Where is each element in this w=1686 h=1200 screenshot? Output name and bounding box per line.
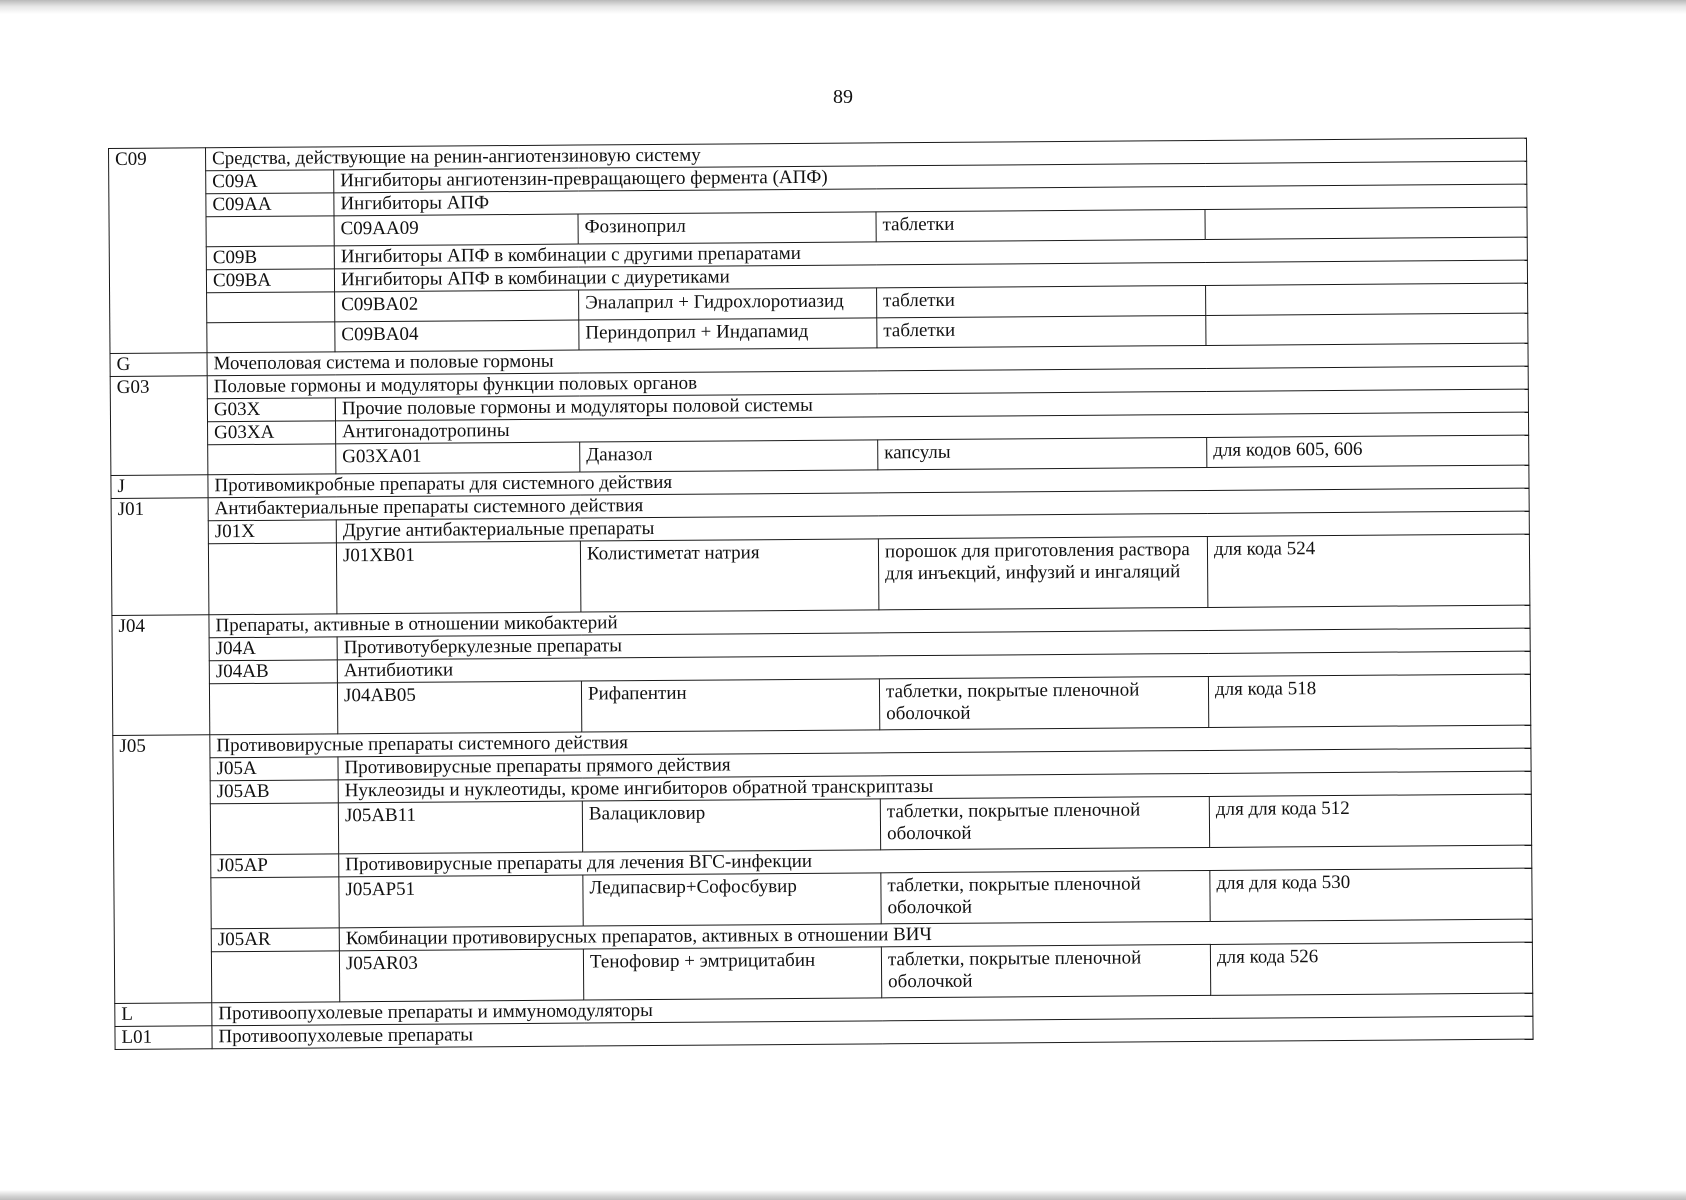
drug-note: [1206, 283, 1528, 315]
drug-form: таблетки, покрытые пленочной оболочкой: [881, 870, 1210, 923]
group-title: Антибактериальные препараты системного действия: [208, 488, 1529, 521]
drug-atc-code: J01XB01: [336, 541, 581, 614]
drug-atc-code: J05AP51: [339, 875, 583, 928]
drug-classification-table: [108, 138, 1534, 1050]
subgroup-code: J01X: [208, 520, 336, 544]
drug-atc-code: J05AB11: [338, 801, 582, 854]
drug-name: Эналаприл + Гидрохлоротиазид: [579, 288, 877, 320]
drug-name: Периндоприл + Индапамид: [579, 318, 877, 350]
scan-edge-bottom: [0, 1190, 1686, 1200]
drug-note: для для кода 512: [1209, 794, 1531, 847]
drug-form: таблетки, покрытые пленочной оболочкой: [880, 796, 1209, 849]
subgroup-title: Комбинации противовирусных препаратов, активных в отношении ВИЧ: [339, 919, 1532, 951]
subgroup-title: Ингибиторы АПФ в комбинации с диуретиками: [334, 260, 1527, 292]
subgroup-code: J05A: [210, 757, 338, 781]
drug-note: для кода 524: [1207, 534, 1530, 607]
drug-note: [1205, 207, 1527, 239]
subgroup-title: Ингибиторы АПФ в комбинации с другими препаратами: [334, 237, 1527, 269]
subgroup-title: Противовирусные препараты для лечения ВГС-инфекции: [339, 845, 1532, 877]
group-code: J: [111, 475, 208, 499]
group-code: C09: [109, 148, 208, 354]
subgroup-title: Противовирусные препараты прямого действия: [338, 748, 1531, 780]
subgroup-code: J05AB: [210, 780, 338, 804]
drug-form: таблетки: [876, 209, 1205, 241]
empty-cell: [208, 444, 336, 475]
drug-form: таблетки: [877, 285, 1206, 317]
group-code: L01: [115, 1026, 212, 1050]
group-code: G: [110, 353, 207, 377]
subgroup-code: J05AR: [211, 928, 339, 952]
empty-cell: [211, 951, 339, 1003]
group-title: Средства, действующие на ренин-ангиотензиновую систему: [206, 138, 1527, 171]
subgroup-title: Антигонадотропины: [336, 412, 1529, 444]
drug-name: Валацикловир: [582, 799, 880, 852]
group-code: G03: [110, 376, 208, 476]
subgroup-code: C09AA: [206, 193, 334, 217]
drug-row: [111, 534, 1529, 615]
drug-name: Ледипасвир+Софосбувир: [583, 873, 881, 926]
group-code: L: [115, 1003, 212, 1027]
group-title: Противомикробные препараты для системного действия: [208, 465, 1529, 498]
subgroup-title: Ингибиторы ангиотензин-превращающего фермента (АПФ): [334, 161, 1527, 193]
drug-name: Колистиметат натрия: [580, 539, 879, 612]
subgroup-title: Прочие половые гормоны и модуляторы половой системы: [335, 389, 1528, 421]
drug-form: капсулы: [878, 437, 1207, 469]
group-code: J01: [111, 498, 209, 616]
subgroup-title: Ингибиторы АПФ: [334, 184, 1527, 216]
subgroup-title: Нуклеозиды и нуклеотиды, кроме ингибиторов обратной транскриптазы: [338, 771, 1531, 803]
group-code: J04: [112, 615, 210, 736]
subgroup-title: Антибиотики: [337, 651, 1530, 683]
drug-name: Рифапентин: [581, 679, 879, 732]
drug-atc-code: C09BA04: [335, 320, 579, 352]
subgroup-code: C09BA: [206, 269, 334, 293]
drug-atc-code: C09BA02: [335, 290, 579, 322]
subgroup-title: Противотуберкулезные препараты: [337, 628, 1530, 660]
empty-cell: [208, 543, 337, 615]
subgroup-code: J04AB: [209, 660, 337, 684]
subgroup-code: J05AP: [211, 854, 339, 878]
group-code: J05: [113, 735, 212, 1004]
empty-cell: [207, 322, 335, 353]
drug-atc-code: J05AR03: [339, 949, 583, 1002]
subgroup-code: C09B: [206, 246, 334, 270]
drug-name: Фозиноприл: [578, 212, 876, 244]
subgroup-code: C09A: [206, 170, 334, 194]
empty-cell: [206, 216, 334, 247]
drug-note: для кодов 605, 606: [1207, 435, 1529, 467]
drug-form: таблетки: [877, 315, 1206, 347]
empty-cell: [210, 803, 338, 855]
drug-note: для кода 526: [1210, 942, 1532, 995]
empty-cell: [209, 683, 337, 735]
drug-form: порошок для приготовления раствора для инъекций, инфузий и ингаляций: [878, 536, 1208, 609]
empty-cell: [211, 877, 339, 929]
group-title: Противоопухолевые препараты и иммуномодуляторы: [212, 993, 1533, 1026]
subgroup-code: J04A: [209, 637, 337, 661]
group-title: Противоопухолевые препараты: [212, 1016, 1533, 1049]
group-title: Противовирусные препараты системного действия: [210, 725, 1531, 758]
subgroup-code: G03XA: [208, 421, 336, 445]
drug-note: для кода 518: [1208, 674, 1530, 727]
group-title: Половые гормоны и модуляторы функции половых органов: [207, 366, 1528, 399]
subgroup-code: G03X: [207, 398, 335, 422]
drug-name: Тенофовир + эмтрицитабин: [583, 947, 881, 1000]
subgroup-title: Другие антибактериальные препараты: [336, 511, 1529, 543]
group-title: Мочеполовая система и половые гормоны: [207, 343, 1528, 376]
drug-note: для для кода 530: [1210, 868, 1532, 921]
page-number: 89: [833, 86, 853, 108]
scan-edge-top: [0, 0, 1686, 14]
drug-form: таблетки, покрытые пленочной оболочкой: [879, 676, 1208, 729]
drug-atc-code: C09AA09: [334, 214, 578, 246]
drug-note: [1206, 313, 1528, 345]
empty-cell: [207, 292, 335, 323]
drug-name: Даназол: [580, 440, 878, 472]
drug-atc-code: J04AB05: [337, 681, 581, 734]
group-title: Препараты, активные в отношении микобактерий: [209, 605, 1530, 638]
drug-form: таблетки, покрытые пленочной оболочкой: [881, 944, 1210, 997]
drug-atc-code: G03XA01: [336, 442, 580, 474]
